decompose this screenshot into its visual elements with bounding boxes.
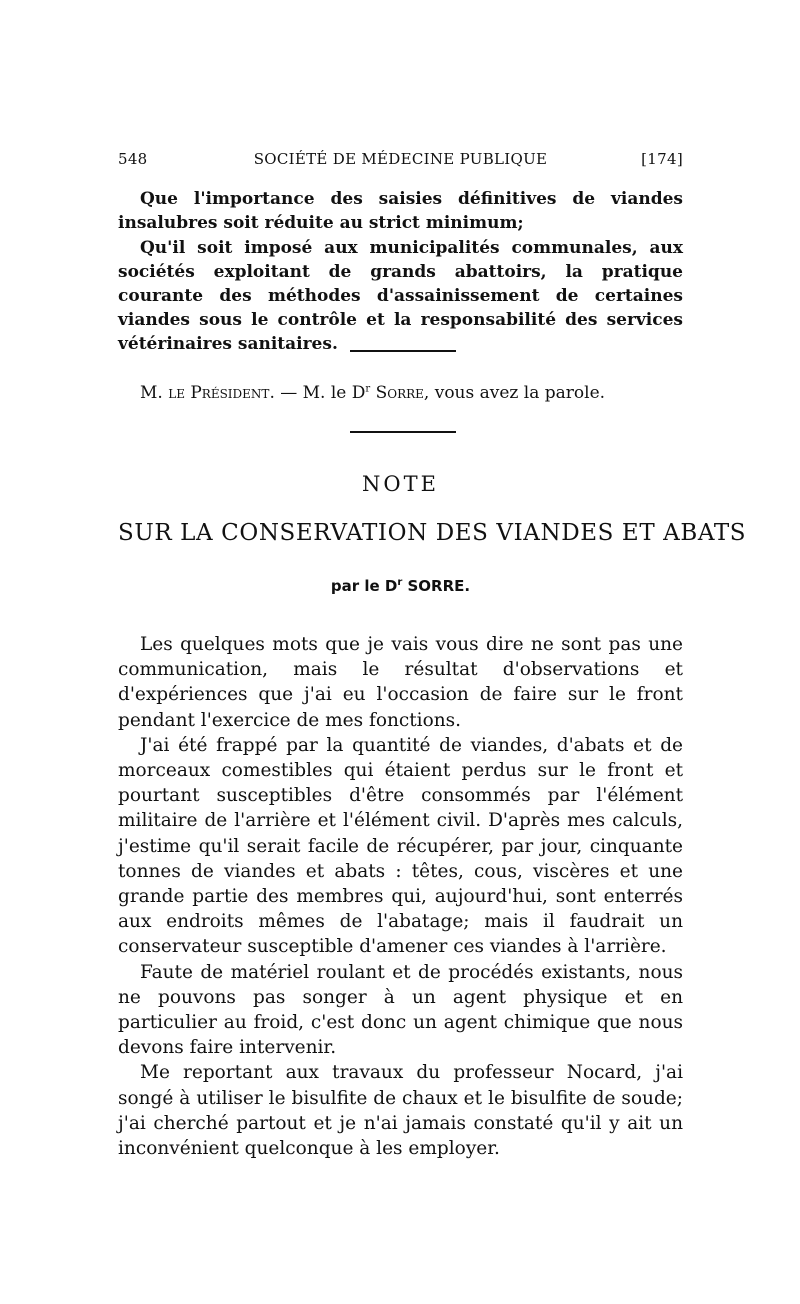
page-header xyxy=(118,150,683,172)
article-title: SUR LA CONSERVATION DES VIANDES ET ABATS xyxy=(118,520,747,546)
speaker-title: le Président xyxy=(168,383,270,403)
speaker-dash: . — M. le D xyxy=(269,383,366,403)
body-paragraph: Me reportant aux travaux du professeur Nocard, j'ai songé à utiliser le bisulfite de chaux et le bisulfite de soude; j'ai cherché partout et je n'ai jamais constaté qu'il y ait un inconvénient quelconque à les employer. xyxy=(118,1062,683,1160)
page-number: 548 xyxy=(118,150,148,168)
running-title: SOCIÉTÉ DE MÉDECINE PUBLIQUE xyxy=(253,150,548,168)
speaker-line xyxy=(140,381,680,405)
byline-name: SORRE. xyxy=(402,577,471,595)
note-label: NOTE xyxy=(362,472,439,496)
byline-dr-sup: r xyxy=(397,577,403,588)
page-reference: [174] xyxy=(641,150,683,168)
article-body xyxy=(118,632,683,1161)
speaker-name: Sorre xyxy=(370,383,424,403)
body-paragraph: Les quelques mots que je vais vous dire ne sont pas une communication, mais le résultat d'observations et d'expériences que j'ai eu l'occasion de faire sur le front pendant l'exercice de mes fonctions. xyxy=(118,634,683,731)
speaker-rest: , vous avez la parole. xyxy=(423,383,606,403)
speaker-prefix: M. xyxy=(140,383,169,403)
body-paragraph: Faute de matériel roulant et de procédés existants, nous ne pouvons pas songer à un agent physique et en particulier au froid, c'est donc un agent chimique que nous devons faire intervenir. xyxy=(118,961,683,1059)
body-paragraph: J'ai été frappé par la quantité de viandes, d'abats et de morceaux comestibles qui étaient perdus sur le front et pourtant susceptibles d'être consommés par l'élément militaire de l'arrière et l'élément civil. D'après mes calculs, j'estime qu'il serait facile de récupérer, par jour, cinquante tonnes de viandes et abats : têtes, cous, viscères et une grande partie des membres qui, aujourd'hui, sont enterrés aux endroits mêmes de l'abatage; mais il faudrait un conservateur susceptible d'amener ces viandes à l'arrière. xyxy=(118,734,683,958)
article-byline xyxy=(118,577,683,595)
separator-rule xyxy=(350,431,456,433)
byline-prefix: par le D xyxy=(330,577,398,595)
resolution-paragraph: Qu'il soit imposé aux municipalités communales, aux sociétés exploitant de grands abattoirs, la pratique courante des méthodes d'assainissement de certaines viandes sous le contrôle et la responsabilité des services vétérinaires sanitaires. xyxy=(118,238,683,354)
separator-rule xyxy=(350,350,456,352)
resolution-paragraph: Que l'importance des saisies définitives de viandes insalubres soit réduite au strict minimum; xyxy=(118,189,683,233)
speaker-dr-sup: r xyxy=(365,383,371,395)
